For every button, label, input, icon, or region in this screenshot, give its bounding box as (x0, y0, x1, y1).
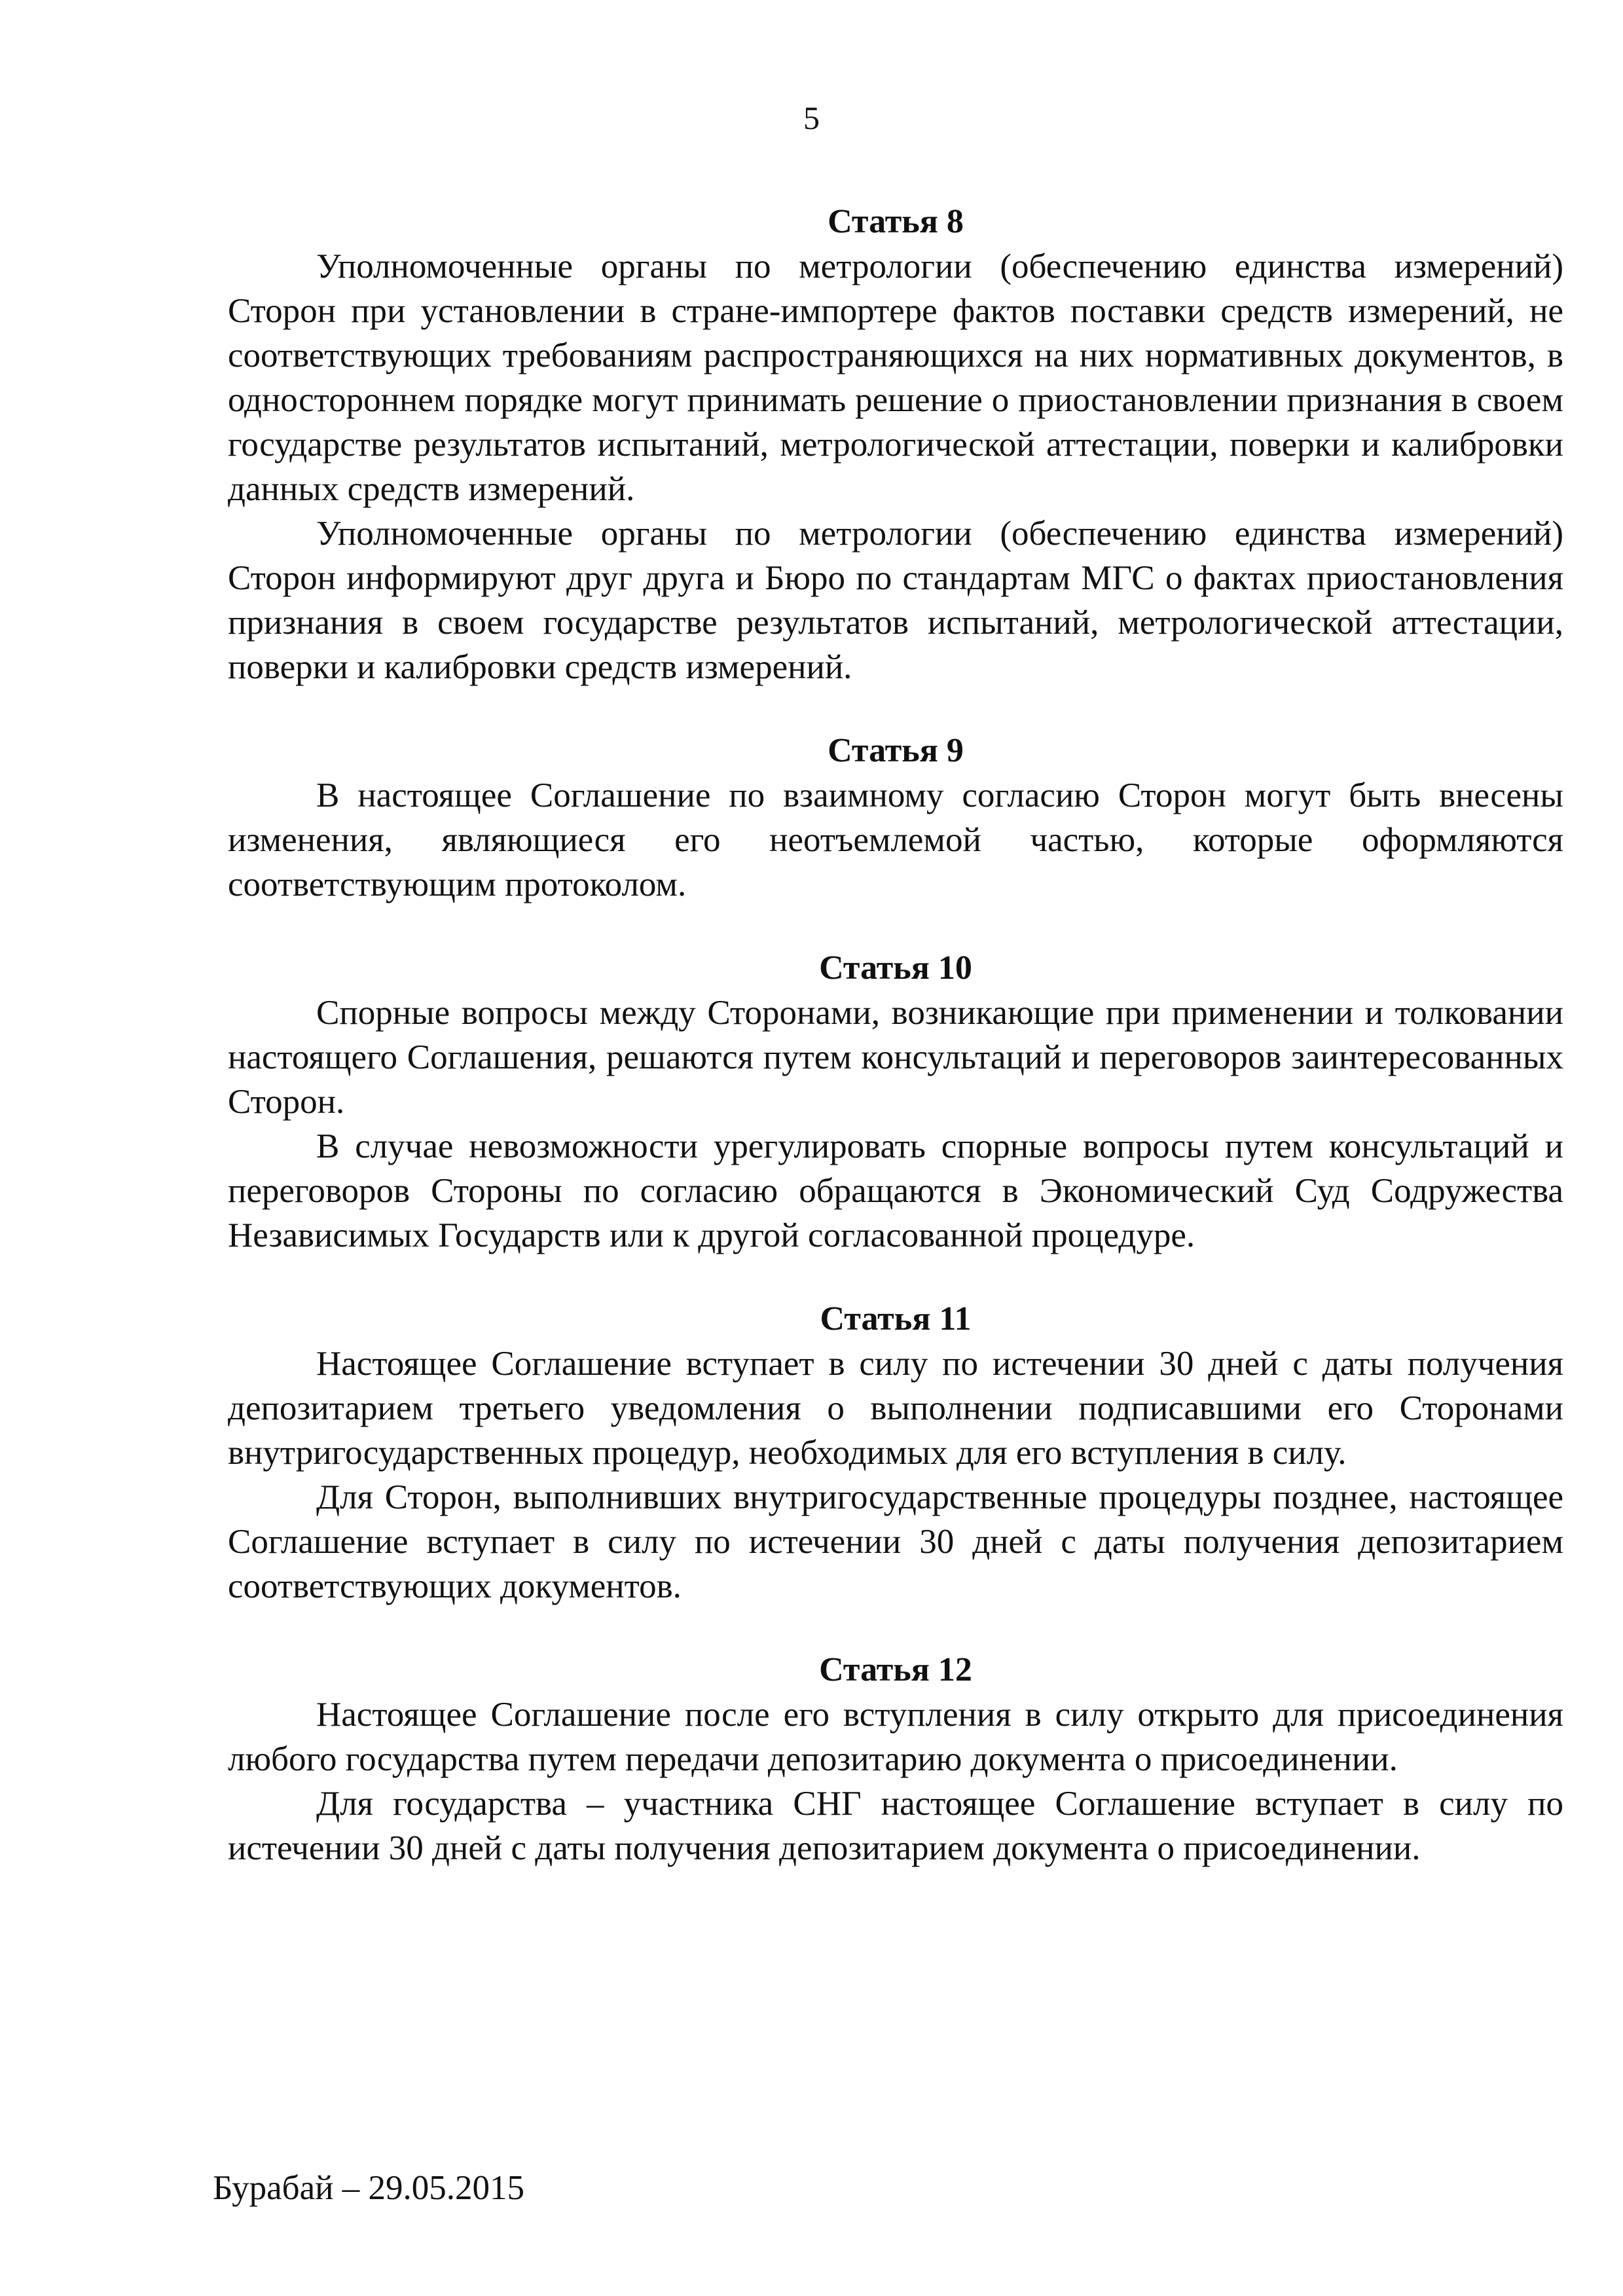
article-paragraph: Для Сторон, выполнивших внутригосударственные процедуры позднее, настоящее Соглашение вступает в силу по истечении 30 дней с даты получения депозитарием соответствующих документов. (228, 1478, 1563, 1605)
article-9 (228, 729, 1563, 907)
article-11 (228, 1297, 1563, 1609)
article-title: Статья 9 (828, 732, 964, 769)
page-number: 5 (803, 100, 820, 136)
article-title: Статья 12 (819, 1651, 972, 1688)
article-title: Статья 8 (828, 203, 964, 240)
document-body (228, 200, 1563, 1870)
article-paragraph: Настоящее Соглашение после его вступления в силу открыто для присоединения любого государства путем передачи депозитарию документа о присоединении. (228, 1696, 1563, 1778)
article-paragraph: Спорные вопросы между Сторонами, возникающие при применении и толковании настоящего Соглашения, решаются путем консультаций и переговоров заинтересованных Сторон. (228, 994, 1563, 1121)
article-paragraph: Уполномоченные органы по метрологии (обеспечению единства измерений) Сторон при установлении в стране-импортере фактов поставки средств измерений, не соответствующих требованиям распространяющихся на них нормативных документов, в одностороннем порядке могут принимать решение о приостановлении признания в своем государстве результатов испытаний, метрологической аттестации, поверки и калибровки данных средств измерений. (228, 247, 1563, 508)
article-title: Статья 11 (820, 1300, 972, 1338)
article-8 (228, 200, 1563, 689)
footer-place-date: Бурабай – 29.05.2015 (213, 2169, 524, 2207)
article-paragraph: Настоящее Соглашение вступает в силу по истечении 30 дней с даты получения депозитарием третьего уведомления о выполнении подписавшими его Сторонами внутригосударственных процедур, необходимых для его вступления в силу. (228, 1345, 1563, 1472)
article-paragraph: В случае невозможности урегулировать спорные вопросы путем консультаций и переговоров Стороны по согласию обращаются в Экономический Суд Содружества Независимых Государств или к другой согласованной процедуре. (228, 1127, 1563, 1254)
article-12 (228, 1648, 1563, 1870)
article-paragraph: В настоящее Соглашение по взаимному согласию Сторон могут быть внесены изменения, являющиеся его неотъемлемой частью, которые оформляются соответствующим протоколом. (228, 776, 1563, 903)
article-title: Статья 10 (819, 949, 972, 987)
article-10 (228, 946, 1563, 1258)
article-paragraph: Уполномоченные органы по метрологии (обеспечению единства измерений) Сторон информируют друг друга и Бюро по стандартам МГС о фактах приостановления признания в своем государстве результатов испытаний, метрологической аттестации, поверки и калибровки средств измерений. (228, 515, 1563, 686)
article-paragraph: Для государства – участника СНГ настоящее Соглашение вступает в силу по истечении 30 дней с даты получения депозитарием документа о присоединении. (228, 1785, 1563, 1867)
